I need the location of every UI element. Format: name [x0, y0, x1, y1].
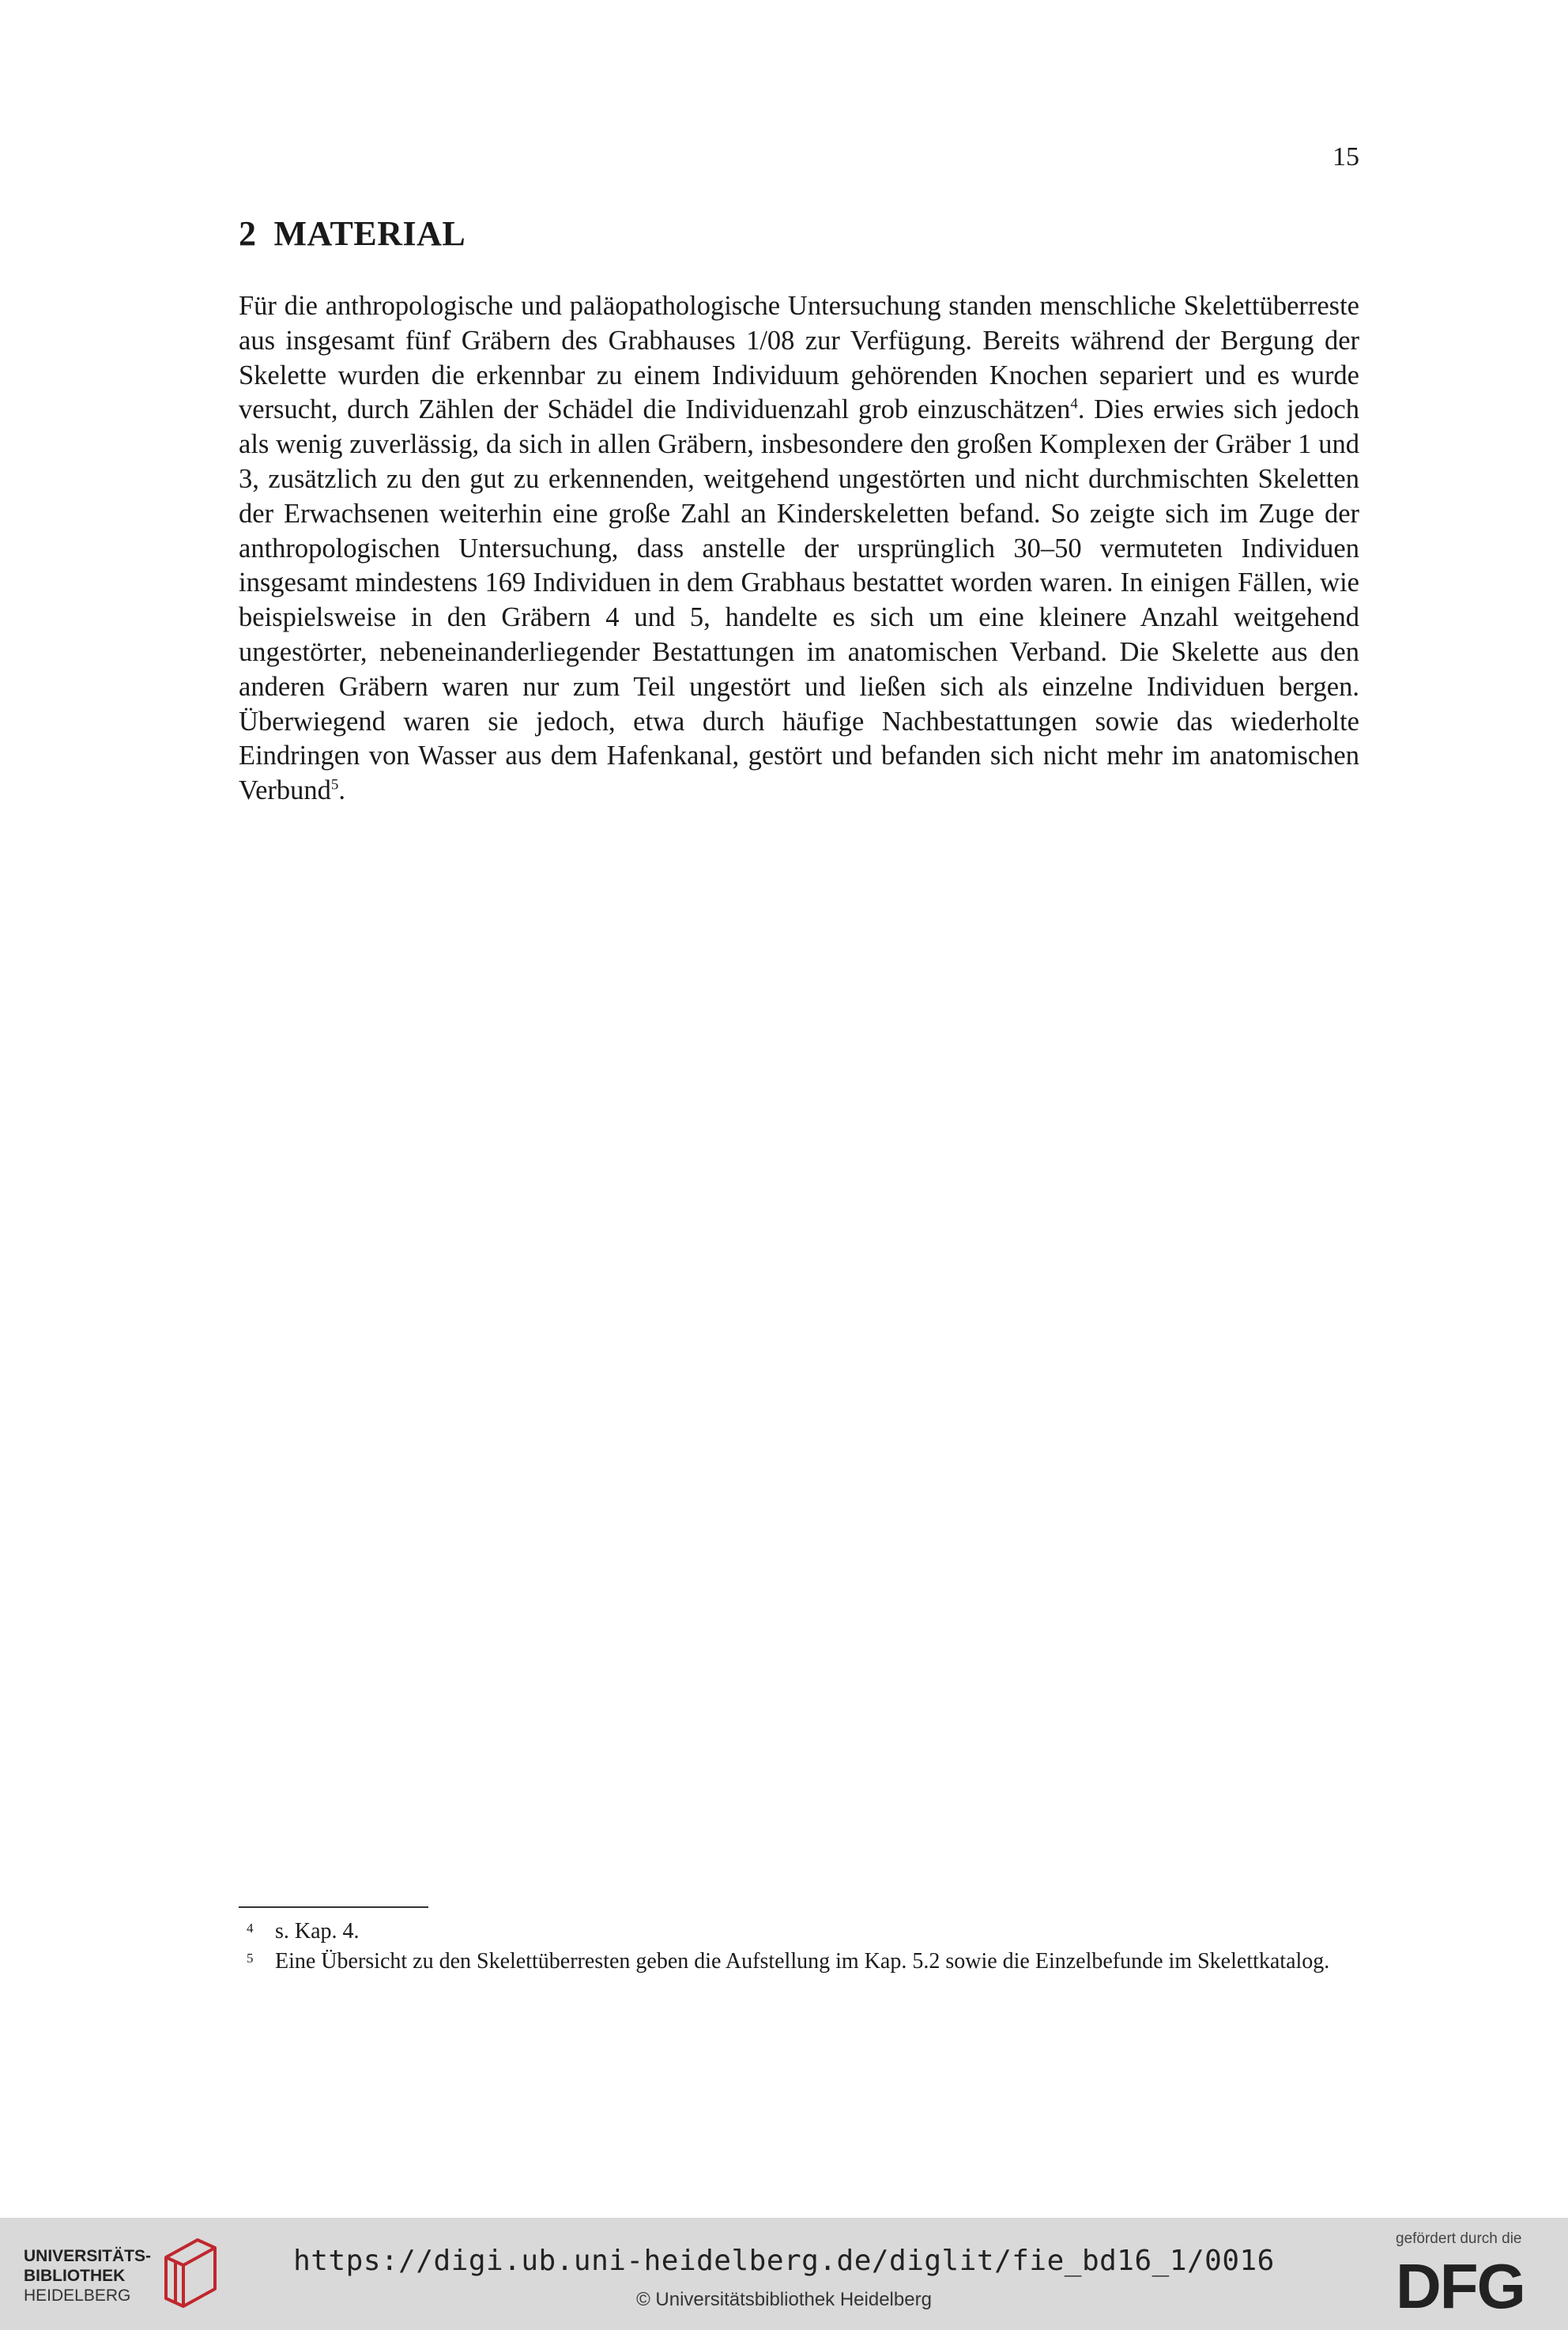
footnote-ref-4: 4	[1070, 395, 1078, 413]
library-name-line-3: HEIDELBERG	[24, 2287, 131, 2305]
paragraph-part-1: Für die anthropologische und paläopathologische Untersuchung standen menschliche Skelettüberreste aus insgesamt fünf Gräbern des Grabhauses 1/08 zur Verfügung. Bereits während der Bergung der Skelette wurden die erkennbar zu einem Individuum gehörenden Knochen separiert und es wurde versucht, durch Zählen der Schädel die Individuenzahl grob einzuschätzen	[239, 291, 1359, 425]
library-name-line-1: UNIVERSITÄTS-	[24, 2247, 152, 2265]
footnote-ref-5: 5	[330, 776, 339, 794]
paragraph-text	[239, 289, 1359, 809]
document-url-link[interactable]: https://digi.ub.uni-heidelberg.de/diglit/fie_bd16_1/0016	[293, 2245, 1275, 2277]
body-paragraph	[239, 289, 1359, 809]
footnote-text: Eine Übersicht zu den Skelettüberresten geben die Aufstellung im Kap. 5.2 sowie die Einzelbefunde im Skelettkatalog.	[275, 1949, 1330, 1974]
funding-caption: gefördert durch die	[1396, 2230, 1522, 2247]
footnote-4	[239, 1917, 1359, 1947]
footer-bar	[0, 2218, 1568, 2330]
paragraph-part-3: .	[338, 775, 346, 806]
footnote-mark: 4	[247, 1921, 254, 1936]
footnote-separator	[239, 1906, 428, 1908]
footnote-text: s. Kap. 4.	[275, 1919, 360, 1944]
copyright-text: © Universitätsbibliothek Heidelberg	[636, 2289, 932, 2310]
footnotes	[239, 1917, 1359, 1977]
footnote-mark: 5	[247, 1951, 254, 1966]
section-heading	[239, 213, 466, 254]
footnote-5	[239, 1947, 1359, 1977]
paragraph-part-2: . Dies erwies sich jedoch als wenig zuverlässig, da sich in allen Gräbern, insbesondere den großen Komplexen der Gräber 1 und 3, zusätzlich zu den gut zu erkennenden, weitgehend ungestörten und nicht durchmischten Skeletten der Erwachsenen weiterhin eine große Zahl an Kinderskeletten befand. So zeigte sich im Zuge der anthropologischen Untersuchung, dass anstelle der ursprünglich 30–50 vermuteten Individuen insgesamt mindestens 169 Individuen in dem Grabhaus bestattet worden waren. In einigen Fällen, wie beispielsweise in den Gräbern 4 und 5, handelte es sich um eine kleinere Anzahl weitgehend ungestörter, nebeneinanderliegender Bestattungen im anatomischen Verband. Die Skelette aus den anderen Gräbern waren nur zum Teil ungestört und ließen sich als einzelne Individuen bergen. Überwiegend waren sie jedoch, etwa durch häufige Nachbestattungen sowie das wiederholte Eindringen von Wasser aus dem Hafenkanal, gestört und befanden sich nicht mehr im anatomischen Verbund	[239, 394, 1359, 806]
page-number: 15	[1332, 142, 1359, 172]
section-title: MATERIAL	[273, 214, 466, 253]
library-name-line-2: BIBLIOTHEK	[24, 2267, 126, 2285]
section-number: 2	[239, 214, 257, 253]
dfg-logo: DFG	[1396, 2251, 1525, 2321]
